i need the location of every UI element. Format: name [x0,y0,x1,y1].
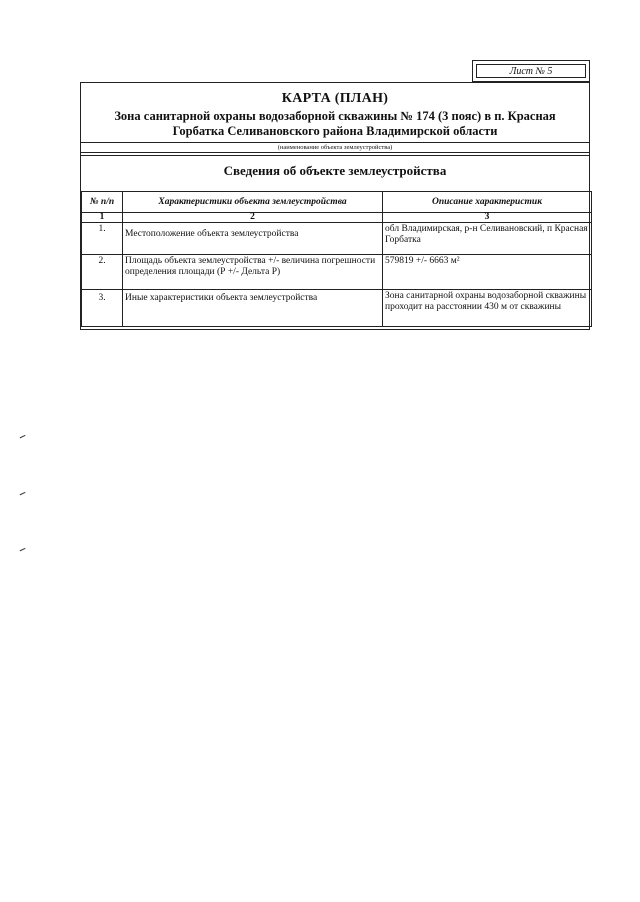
margin-mark [20,492,27,497]
column-number: 2 [123,213,383,223]
column-number: 3 [383,213,592,223]
row-characteristic: Местоположение объекта землеустройства [123,223,383,255]
column-number-row [82,213,592,223]
table-row [82,255,592,290]
sheet-number: Лист № 5 [476,64,586,78]
table-row [82,223,592,255]
header-characteristic: Характеристики объекта землеустройства [123,192,383,213]
row-description: 579819 +/- 6663 м² [383,255,592,290]
margin-mark [20,548,27,553]
object-name [87,109,583,139]
object-name-line-2: Горбатка Селивановского района Владимирской области [172,124,498,138]
column-number: 1 [82,213,123,223]
row-number: 1. [82,223,123,255]
row-number: 2. [82,255,123,290]
object-name-caption: (наименование объекта землеустройства) [277,144,393,151]
table-row [82,290,592,327]
section-title: Сведения об объекте землеустройства [223,163,447,178]
sheet-number-box [472,60,590,82]
row-number: 3. [82,290,123,327]
row-characteristic: Площадь объекта землеустройства +/- величина погрешности определения площади (Р +/- Дельта Р) [123,255,383,290]
caption-rule-bottom [81,155,589,156]
characteristics-table [81,191,592,327]
row-characteristic: Иные характеристики объекта землеустройства [123,290,383,327]
object-name-line-1: Зона санитарной охраны водозаборной скважины № 174 (3 пояс) в п. Красная [114,109,556,123]
margin-mark [20,435,27,440]
row-description: обл Владимирская, р-н Селивановский, п Красная Горбатка [383,223,592,255]
header-description: Описание характеристик [383,192,592,213]
document-title: КАРТА (ПЛАН) [281,91,389,106]
object-name-underline [81,142,589,143]
row-description: Зона санитарной охраны водозаборной скважины проходит на расстоянии 430 м от скважины [383,290,592,327]
caption-rule-top [81,152,589,153]
header-number: № п/п [82,192,123,213]
document-frame [80,82,590,330]
table-header-row [82,192,592,213]
